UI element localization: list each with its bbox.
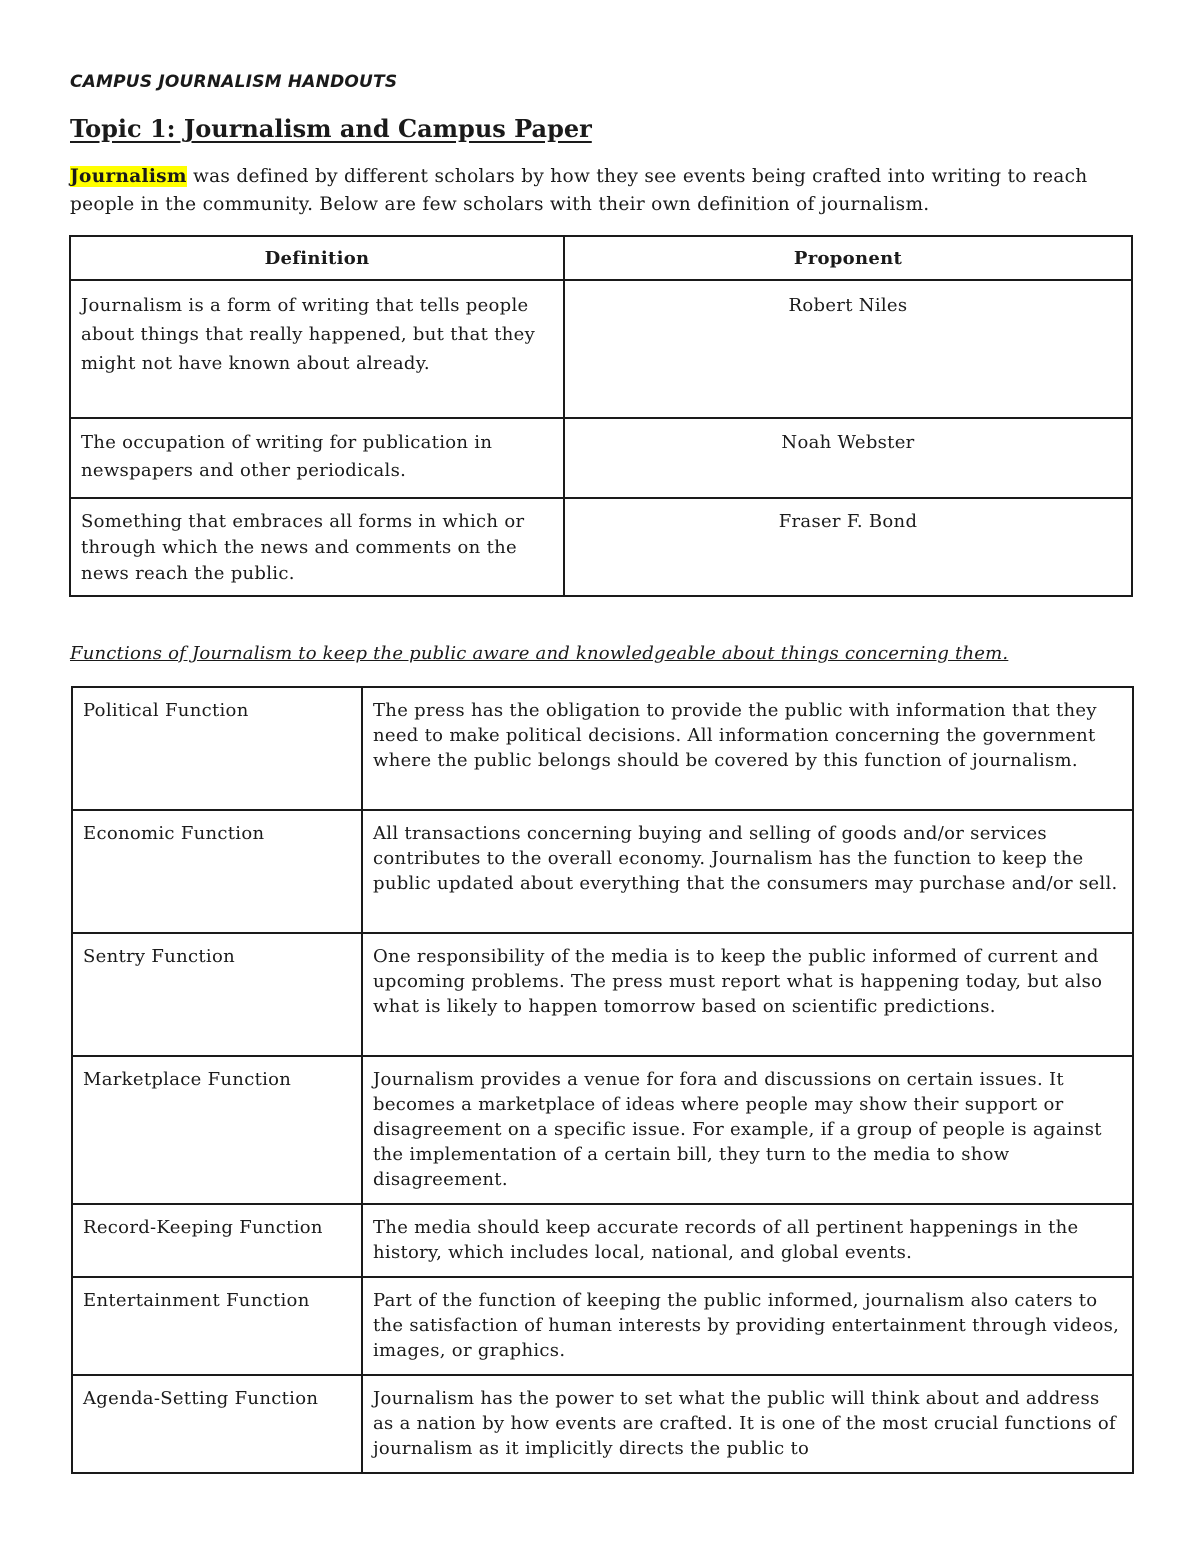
proponent-cell: Noah Webster: [564, 418, 1132, 498]
table-header-row: [70, 236, 1132, 280]
table-row: [70, 280, 1132, 418]
function-name-cell: Agenda-Setting Function: [72, 1375, 362, 1473]
column-header-definition: Definition: [70, 236, 564, 280]
table-row: [72, 1277, 1133, 1375]
function-name-cell: Political Function: [72, 687, 362, 810]
column-header-proponent: Proponent: [564, 236, 1132, 280]
table-row: [72, 1204, 1133, 1277]
definitions-table: [69, 235, 1133, 597]
table-row: [72, 687, 1133, 810]
function-description-cell: The press has the obligation to provide the public with information that they need to make political decisions. All information concerning the government where the public belongs should be covered by this function of journalism.: [362, 687, 1133, 810]
definition-cell: Something that embraces all forms in which or through which the news and comments on the news reach the public.: [70, 498, 564, 596]
function-name-cell: Record-Keeping Function: [72, 1204, 362, 1277]
proponent-cell: Robert Niles: [564, 280, 1132, 418]
table-row: [72, 933, 1133, 1056]
highlighted-term: Journalism: [70, 166, 187, 187]
table-row: [72, 1375, 1133, 1473]
handout-header: CAMPUS JOURNALISM HANDOUTS: [70, 72, 398, 92]
definition-cell: The occupation of writing for publication in newspapers and other periodicals.: [70, 418, 564, 498]
functions-caption: Functions of Journalism to keep the public aware and knowledgeable about things concerning them.: [70, 643, 1009, 664]
function-name-cell: Entertainment Function: [72, 1277, 362, 1375]
table-row: [70, 498, 1132, 596]
topic-title: Topic 1: Journalism and Campus Paper: [70, 114, 592, 143]
function-description-cell: The media should keep accurate records of all pertinent happenings in the history, which includes local, national, and global events.: [362, 1204, 1133, 1277]
function-description-cell: Journalism provides a venue for fora and discussions on certain issues. It becomes a marketplace of ideas where people may show their support or disagreement on a specific issue. For example, if a group of people is against the implementation of a certain bill, they turn to the media to show disagreement.: [362, 1056, 1133, 1204]
function-description-cell: Part of the function of keeping the public informed, journalism also caters to the satisfaction of human interests by providing entertainment through videos, images, or graphics.: [362, 1277, 1133, 1375]
function-name-cell: Economic Function: [72, 810, 362, 933]
function-description-cell: One responsibility of the media is to keep the public informed of current and upcoming problems. The press must report what is happening today, but also what is likely to happen tomorrow based on scientific predictions.: [362, 933, 1133, 1056]
table-row: [72, 1056, 1133, 1204]
intro-text: was defined by different scholars by how they see events being crafted into writing to reach people in the community. Below are few scholars with their own definition of journalism.: [70, 166, 1088, 215]
intro-paragraph: [70, 163, 1130, 219]
definition-cell: Journalism is a form of writing that tells people about things that really happened, but that they might not have known about already.: [70, 280, 564, 418]
function-description-cell: Journalism has the power to set what the public will think about and address as a nation by how events are crafted. It is one of the most crucial functions of journalism as it implicitly directs the public to: [362, 1375, 1133, 1473]
proponent-cell: Fraser F. Bond: [564, 498, 1132, 596]
function-name-cell: Sentry Function: [72, 933, 362, 1056]
function-name-cell: Marketplace Function: [72, 1056, 362, 1204]
functions-table: [71, 686, 1134, 1474]
function-description-cell: All transactions concerning buying and selling of goods and/or services contributes to the overall economy. Journalism has the function to keep the public updated about everything that the consumers may purchase and/or sell.: [362, 810, 1133, 933]
table-row: [72, 810, 1133, 933]
table-row: [70, 418, 1132, 498]
